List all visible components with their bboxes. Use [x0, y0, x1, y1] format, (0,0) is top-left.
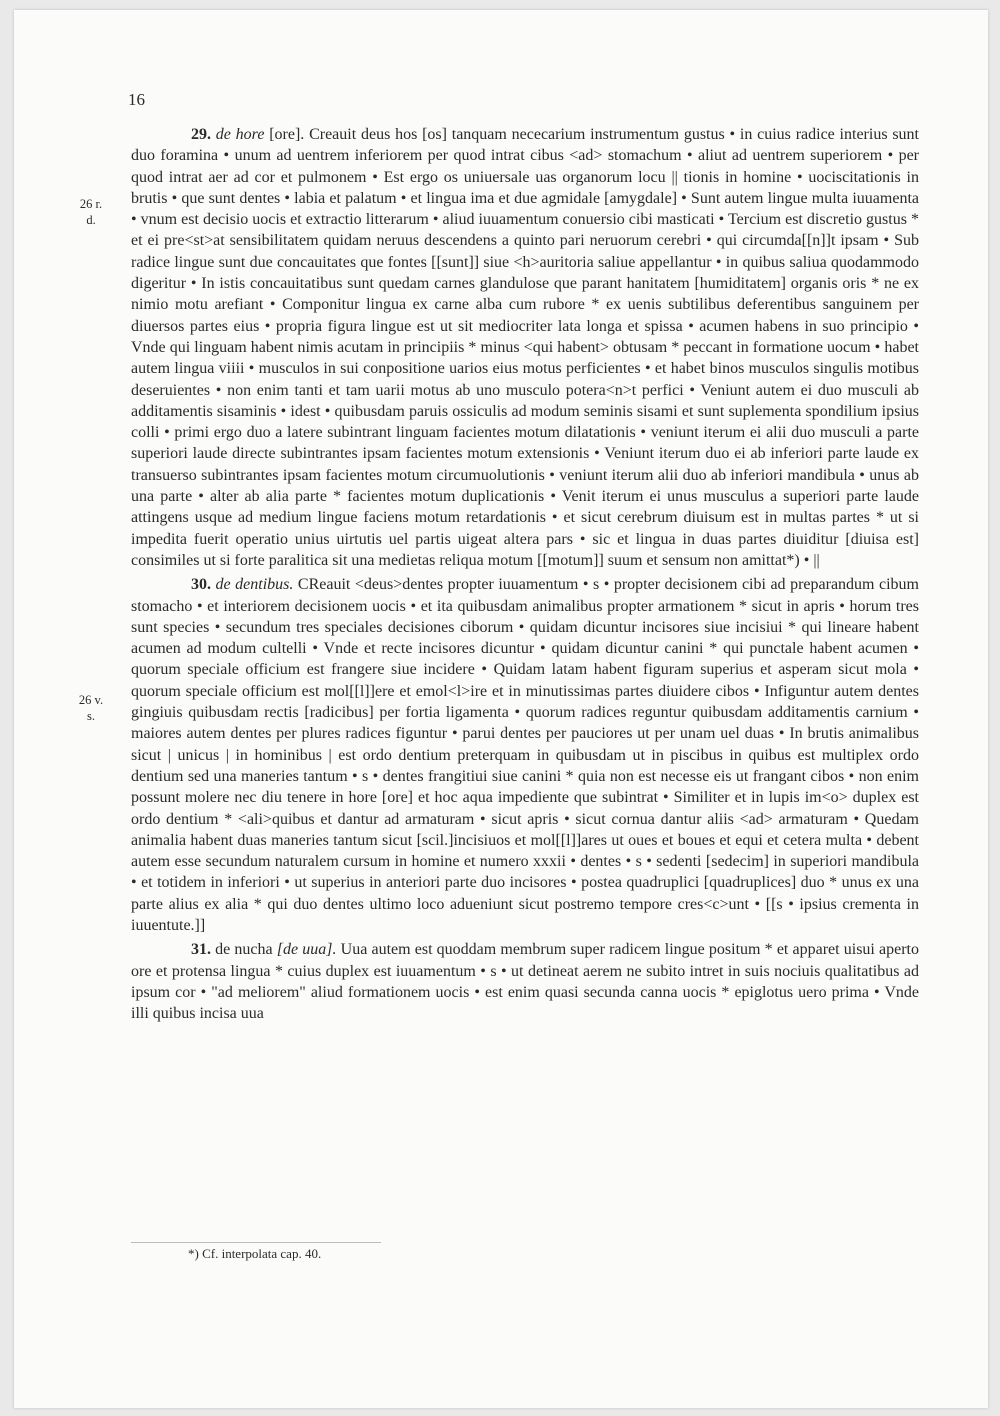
main-text — [131, 124, 919, 1024]
document-page — [14, 10, 988, 1408]
margin-note-folio-26r — [66, 196, 116, 228]
chapter-31 — [131, 939, 919, 1024]
margin-note-line: 26 r. — [79, 197, 103, 211]
chapter-29 — [131, 124, 919, 571]
chapter-body: [ore]. Creauit deus hos [os] tanquam nececarium instrumentum gustus • in cuius radice interius sunt duo foramina • unum ad uentrem inferiorem per quod intrat cibus <ad> stomachum • aliut ad uentrem superiorem • per quod intrat aer ad cor et pulmonem • Est ergo os uniuersale uas organorum locu || tionis in homine • uociscitationis in brutis • que sunt dentes • labia et palatum • et lingua ima et due agmidale [amygdale] • Sunt autem lingue multa iuuamenta • vnum est decisio uocis et extractio litterarum • aliud iuuamentum conuersio cibi masticati • Tercium est discretio gustus * et ei pre<st>at sensibilitatem quidam neruus descendens a quinto pari neruorum cerebri • qui circumda[[n]]t ipsam • Sub radice lingue sunt due concauitates que fontes [[sunt]] siue <h>auritoria saliue appellantur • in quibus saliua quodammodo digeritur • In istis concauitatibus sunt quedam carnes glandulose que parant hanitatem [humiditatem] organis oris * ne ex nimio motu arefiant • Componitur lingua ex carne alba cum rubore * ex uenis subtilibus deferentibus sanguinem per diuersos partes eius • propria figura lingue est ut sit mediocriter lata longa et spissa • acumen habens in suo principio • Vnde qui linguam habent nimis acutam in principiis * minus <qui habent> obtusam * peccant in formatione uocum • habet autem lingua viiii • musculos in sui conpositione uarios eius motus perficientes • et habet binos musculos singulis motibus deseruientes • non enim tanti et tam uarii motus ab uno musculo potera<n>t perfici • Veniunt autem ei duo musculi ab additamentis sisaminis • idest • quibusdam paruis ossiculis ad modum seminis sisami et sunt suplementa spondilium ipsius colli • primi ergo duo a latere subintrant linguam facientes motum dilatationis • veniunt iterum ei alii duo musculi a parte superiori laude directe subintrantes ipsam facientes motum extensionis • Veniunt iterum duo ei ab inferiori parte laude ex transuerso subintrantes ipsam facientes motum circumuolutionis • veniunt iterum alii duo ab inferiori mandibula • unus ab una parte • alter ab alia parte * facientes motum duplicationis • Venit iterum ei unus musculus a superiori parte laude attingens usque ad medium lingue faciens motum retardationis • et sicut cerebrum diuisum est in multas partes * ut si impedita fuerit operatio unius uirtutis uel partis uigeat altera pars • sic et lingua in duas partes diuiditur [diuisa est] consimiles ut si forte paralitica sit una medietas reliqua motum [[motum]] suum et sensum non amittat*) • || — [131, 126, 920, 569]
chapter-title-emendation: [de uua]. — [272, 941, 337, 959]
chapter-title: de nucha — [215, 941, 273, 959]
chapter-body: Uua autem est quoddam membrum super radicem lingue positum * et apparet uisui aperto ore et protensa lingua * cuius duplex est iuuamentum • s • ut detineat aerem ne subito intret in suis nociuis qualitatibus ad ipsum cor • "ad meliorem" aliud formationem uocis • est enim quasi secunda canna uocis * epiglotus uero prima • Vnde illi quibus incisa uua — [131, 941, 920, 1023]
chapter-number: 30. — [191, 576, 211, 594]
margin-note-folio-26v — [66, 692, 116, 724]
chapter-title: de dentibus. — [215, 576, 294, 594]
margin-note-line: d. — [86, 213, 96, 227]
margin-note-line: 26 v. — [78, 693, 104, 707]
chapter-title: de hore — [215, 126, 265, 143]
footnote: *) Cf. interpolata cap. 40. — [188, 1246, 322, 1261]
chapter-30 — [131, 574, 919, 936]
footnote-divider — [131, 1242, 381, 1243]
page-number: 16 — [128, 90, 145, 109]
chapter-body: CReauit <deus>dentes propter iuuamentum • s • propter decisionem cibi ad preparandum cibum stomacho • et interiorem decisionem uocis • et ita quibusdam animalibus propter armationem * sicut in apris • horum tres sunt species • secundum tres speciales decisiones ciborum • quidam dicuntur incisores siue incisiui * qui lineare habent acumen ad modum cultelli • Vnde et recte incisores dicuntur • quidam dicuntur canini * qui punctale habent acumen • quorum speciale officium est frangere siue incidere • Quidam latam habent figuram superius et asperam sicut mola • quorum speciale officium est mol[[l]]ere et emol<l>ire et in minutissimas partes diuidere cibos • Infiguntur autem dentes gingiuis quibusdam rectis [radicibus] per fortia ligamenta • quorum radices reguntur quibusdam additamentis carnium • maiores autem dentes per plures radices figuntur • parui dentes per pauciores ut per unam uel duas • In brutis animalibus sicut | unicus | in hominibus | est ordo dentium preterquam in quibusdam ut in piscibus in quibus est multiplex ordo dentium sed una maneries tantum • s • dentes frangitiui siue canini * quia non est necesse eis ut frangant cibos • non enim possunt molere nec diu tenere in hore [ore] et hoc aqua impediente que subintrat • Similiter et in lupis im<o> duplex est ordo dentium * <ali>quibus et dantur ad armaturam • sicut apris • sicut cornua dantur aliis <ad> armaturam • Quedam animalia habent duas maneries tantum sicut [scil.]incisiuos et mol[[l]]ares ut oues et boues et equi et cetera multa • debent autem esse secundum naturalem cursum in homine et numero xxxii • dentes • s • sedenti [sedecim] in superiori mandibula • et totidem in inferiori • ut superius in anteriori parte duo incisores • postea quadruplici [quadruplices] duo * unus ex una parte alius ex alia * qui duo dentes ultimo loco adueniunt sicut postremo tempore cres<c>unt • [[s • ipsius crementa in iuuentute.]] — [131, 576, 919, 934]
chapter-number: 29. — [191, 126, 211, 143]
margin-note-line: s. — [87, 709, 95, 723]
chapter-number: 31. — [191, 941, 211, 959]
